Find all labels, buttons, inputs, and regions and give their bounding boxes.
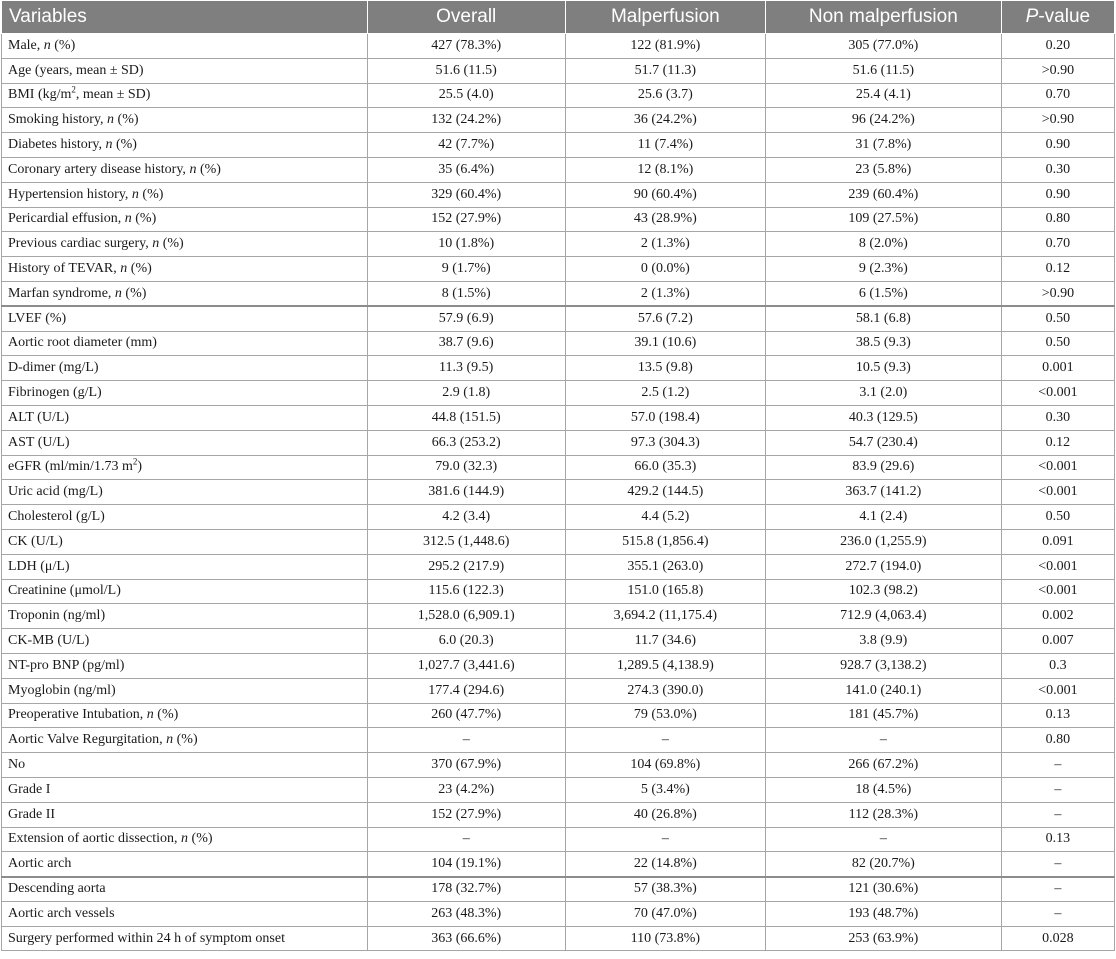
non-malperfusion-cell: – — [765, 728, 1001, 753]
table-row — [2, 381, 1115, 406]
table-row — [2, 529, 1115, 554]
non-malperfusion-cell: 25.4 (4.1) — [765, 83, 1001, 108]
variable-cell: ALT (U/L) — [2, 405, 368, 430]
malperfusion-cell: 2 (1.3%) — [565, 232, 765, 257]
malperfusion-cell: 274.3 (390.0) — [565, 678, 765, 703]
overall-cell: 381.6 (144.9) — [367, 480, 565, 505]
overall-cell: 115.6 (122.3) — [367, 579, 565, 604]
p-value-cell: 0.12 — [1001, 257, 1114, 282]
table-row — [2, 653, 1115, 678]
p-value-cell: 0.90 — [1001, 182, 1114, 207]
malperfusion-cell: 1,289.5 (4,138.9) — [565, 653, 765, 678]
variable-cell: BMI ($kg/m^2$, mean ± SD) — [2, 83, 368, 108]
variable-cell: eGFR (ml/min/1.73 $m^2$) — [2, 455, 368, 480]
variable-cell: Surgery performed within 24 h of symptom onset — [2, 926, 368, 951]
table-row — [2, 678, 1115, 703]
variable-cell: Pericardial effusion, n (%) — [2, 207, 368, 232]
non-malperfusion-cell: 272.7 (194.0) — [765, 554, 1001, 579]
overall-cell: 263 (48.3%) — [367, 901, 565, 926]
malperfusion-cell: 39.1 (10.6) — [565, 331, 765, 356]
variable-cell: LVEF (%) — [2, 306, 368, 331]
non-malperfusion-cell: 112 (28.3%) — [765, 802, 1001, 827]
malperfusion-cell: 57.0 (198.4) — [565, 405, 765, 430]
non-malperfusion-cell: 8 (2.0%) — [765, 232, 1001, 257]
table-row — [2, 182, 1115, 207]
p-value-cell: 0.13 — [1001, 703, 1114, 728]
non-malperfusion-cell: 239 (60.4%) — [765, 182, 1001, 207]
malperfusion-cell: 40 (26.8%) — [565, 802, 765, 827]
table-row — [2, 232, 1115, 257]
table-row — [2, 356, 1115, 381]
non-malperfusion-cell: 193 (48.7%) — [765, 901, 1001, 926]
p-value-cell: 0.50 — [1001, 505, 1114, 530]
table-row — [2, 405, 1115, 430]
non-malperfusion-cell: 31 (7.8%) — [765, 133, 1001, 158]
non-malperfusion-cell: 121 (30.6%) — [765, 877, 1001, 902]
table-row — [2, 455, 1115, 480]
overall-cell: 79.0 (32.3) — [367, 455, 565, 480]
p-value-cell: 0.80 — [1001, 207, 1114, 232]
header-malperfusion: Malperfusion — [565, 1, 765, 34]
table-row — [2, 133, 1115, 158]
variable-cell: Coronary artery disease history, n (%) — [2, 157, 368, 182]
overall-cell: 6.0 (20.3) — [367, 629, 565, 654]
non-malperfusion-cell: 51.6 (11.5) — [765, 58, 1001, 83]
variable-cell: Aortic root diameter (mm) — [2, 331, 368, 356]
variable-cell: Aortic Valve Regurgitation, n (%) — [2, 728, 368, 753]
non-malperfusion-cell: 928.7 (3,138.2) — [765, 653, 1001, 678]
malperfusion-cell: 4.4 (5.2) — [565, 505, 765, 530]
overall-cell: 57.9 (6.9) — [367, 306, 565, 331]
malperfusion-cell: 22 (14.8%) — [565, 852, 765, 877]
table-row — [2, 505, 1115, 530]
p-value-cell: 0.70 — [1001, 232, 1114, 257]
p-value-cell: 0.20 — [1001, 34, 1114, 59]
variable-cell: NT-pro BNP (pg/ml) — [2, 653, 368, 678]
variable-cell: Smoking history, n (%) — [2, 108, 368, 133]
malperfusion-cell: 66.0 (35.3) — [565, 455, 765, 480]
table-row — [2, 480, 1115, 505]
p-value-cell: 0.091 — [1001, 529, 1114, 554]
variable-cell: Extension of aortic dissection, n (%) — [2, 827, 368, 852]
variable-cell: CK (U/L) — [2, 529, 368, 554]
variable-cell: Previous cardiac surgery, n (%) — [2, 232, 368, 257]
overall-cell: 4.2 (3.4) — [367, 505, 565, 530]
malperfusion-cell: 57.6 (7.2) — [565, 306, 765, 331]
p-value-cell: <0.001 — [1001, 455, 1114, 480]
malperfusion-cell: 429.2 (144.5) — [565, 480, 765, 505]
p-value-cell: >0.90 — [1001, 108, 1114, 133]
p-value-cell: 0.90 — [1001, 133, 1114, 158]
table-row — [2, 430, 1115, 455]
overall-cell: 295.2 (217.9) — [367, 554, 565, 579]
variable-cell: Age (years, mean ± SD) — [2, 58, 368, 83]
overall-cell: 66.3 (253.2) — [367, 430, 565, 455]
variable-cell: Preoperative Intubation, n (%) — [2, 703, 368, 728]
malperfusion-cell: 104 (69.8%) — [565, 753, 765, 778]
table-row — [2, 34, 1115, 59]
table-row — [2, 703, 1115, 728]
non-malperfusion-cell: 712.9 (4,063.4) — [765, 604, 1001, 629]
table-row — [2, 802, 1115, 827]
non-malperfusion-cell: 6 (1.5%) — [765, 281, 1001, 306]
malperfusion-cell: 25.6 (3.7) — [565, 83, 765, 108]
p-value-cell: <0.001 — [1001, 480, 1114, 505]
non-malperfusion-cell: 305 (77.0%) — [765, 34, 1001, 59]
overall-cell: 23 (4.2%) — [367, 777, 565, 802]
table-body — [2, 34, 1115, 951]
malperfusion-cell: 11 (7.4%) — [565, 133, 765, 158]
overall-cell: 370 (67.9%) — [367, 753, 565, 778]
non-malperfusion-cell: 141.0 (240.1) — [765, 678, 1001, 703]
p-value-cell: 0.028 — [1001, 926, 1114, 951]
overall-cell: 8 (1.5%) — [367, 281, 565, 306]
p-value-cell: – — [1001, 753, 1114, 778]
overall-cell: 10 (1.8%) — [367, 232, 565, 257]
table-row — [2, 579, 1115, 604]
p-value-cell: – — [1001, 901, 1114, 926]
variable-cell: Cholesterol (g/L) — [2, 505, 368, 530]
overall-cell: 9 (1.7%) — [367, 257, 565, 282]
table-row — [2, 83, 1115, 108]
non-malperfusion-cell: 23 (5.8%) — [765, 157, 1001, 182]
malperfusion-cell: – — [565, 728, 765, 753]
header-row — [2, 1, 1115, 34]
malperfusion-cell: 11.7 (34.6) — [565, 629, 765, 654]
variable-cell: Uric acid (mg/L) — [2, 480, 368, 505]
malperfusion-cell: 2 (1.3%) — [565, 281, 765, 306]
variable-cell: No — [2, 753, 368, 778]
non-malperfusion-cell: 253 (63.9%) — [765, 926, 1001, 951]
variable-cell: Troponin (ng/ml) — [2, 604, 368, 629]
variable-cell: History of TEVAR, n (%) — [2, 257, 368, 282]
table-row — [2, 629, 1115, 654]
p-value-cell: 0.001 — [1001, 356, 1114, 381]
p-value-cell: 0.3 — [1001, 653, 1114, 678]
overall-cell: 152 (27.9%) — [367, 207, 565, 232]
non-malperfusion-cell: 102.3 (98.2) — [765, 579, 1001, 604]
malperfusion-cell: 90 (60.4%) — [565, 182, 765, 207]
overall-cell: 51.6 (11.5) — [367, 58, 565, 83]
non-malperfusion-cell: 236.0 (1,255.9) — [765, 529, 1001, 554]
table-row — [2, 728, 1115, 753]
non-malperfusion-cell: 9 (2.3%) — [765, 257, 1001, 282]
overall-cell: 260 (47.7%) — [367, 703, 565, 728]
overall-cell: 132 (24.2%) — [367, 108, 565, 133]
table-row — [2, 877, 1115, 902]
non-malperfusion-cell: 40.3 (129.5) — [765, 405, 1001, 430]
non-malperfusion-cell: 363.7 (141.2) — [765, 480, 1001, 505]
overall-cell: 44.8 (151.5) — [367, 405, 565, 430]
p-value-cell: 0.007 — [1001, 629, 1114, 654]
p-value-cell: >0.90 — [1001, 281, 1114, 306]
non-malperfusion-cell: 82 (20.7%) — [765, 852, 1001, 877]
table-row — [2, 207, 1115, 232]
overall-cell: 329 (60.4%) — [367, 182, 565, 207]
table-row — [2, 926, 1115, 951]
variable-cell: Aortic arch vessels — [2, 901, 368, 926]
table-row — [2, 827, 1115, 852]
table-row — [2, 331, 1115, 356]
p-value-cell: – — [1001, 802, 1114, 827]
malperfusion-cell: 43 (28.9%) — [565, 207, 765, 232]
non-malperfusion-cell: 38.5 (9.3) — [765, 331, 1001, 356]
p-value-cell: 0.30 — [1001, 157, 1114, 182]
p-value-cell: <0.001 — [1001, 678, 1114, 703]
non-malperfusion-cell: 96 (24.2%) — [765, 108, 1001, 133]
variable-cell: Grade II — [2, 802, 368, 827]
table-row — [2, 901, 1115, 926]
overall-cell: 2.9 (1.8) — [367, 381, 565, 406]
p-value-cell: 0.70 — [1001, 83, 1114, 108]
malperfusion-cell: 2.5 (1.2) — [565, 381, 765, 406]
variable-cell: Myoglobin (ng/ml) — [2, 678, 368, 703]
table-row — [2, 777, 1115, 802]
table-row — [2, 58, 1115, 83]
data-table — [1, 0, 1115, 951]
variable-cell: LDH (μ/L) — [2, 554, 368, 579]
variable-cell: Descending aorta — [2, 877, 368, 902]
variable-cell: Aortic arch — [2, 852, 368, 877]
header-p-value: P-value — [1001, 1, 1114, 34]
table-row — [2, 604, 1115, 629]
table-row — [2, 257, 1115, 282]
table-row — [2, 753, 1115, 778]
non-malperfusion-cell: 18 (4.5%) — [765, 777, 1001, 802]
malperfusion-cell: 0 (0.0%) — [565, 257, 765, 282]
variable-cell: D-dimer (mg/L) — [2, 356, 368, 381]
overall-cell: – — [367, 827, 565, 852]
p-value-cell: – — [1001, 777, 1114, 802]
p-value-cell: 0.12 — [1001, 430, 1114, 455]
non-malperfusion-cell: 54.7 (230.4) — [765, 430, 1001, 455]
malperfusion-cell: 79 (53.0%) — [565, 703, 765, 728]
non-malperfusion-cell: 83.9 (29.6) — [765, 455, 1001, 480]
variable-cell: Creatinine (μmol/L) — [2, 579, 368, 604]
malperfusion-cell: 51.7 (11.3) — [565, 58, 765, 83]
malperfusion-cell: 5 (3.4%) — [565, 777, 765, 802]
malperfusion-cell: 57 (38.3%) — [565, 877, 765, 902]
variable-cell: AST (U/L) — [2, 430, 368, 455]
non-malperfusion-cell: 4.1 (2.4) — [765, 505, 1001, 530]
p-value-cell: <0.001 — [1001, 554, 1114, 579]
non-malperfusion-cell: – — [765, 827, 1001, 852]
header-overall: Overall — [367, 1, 565, 34]
overall-cell: 38.7 (9.6) — [367, 331, 565, 356]
overall-cell: – — [367, 728, 565, 753]
malperfusion-cell: 70 (47.0%) — [565, 901, 765, 926]
malperfusion-cell: 122 (81.9%) — [565, 34, 765, 59]
overall-cell: 104 (19.1%) — [367, 852, 565, 877]
non-malperfusion-cell: 266 (67.2%) — [765, 753, 1001, 778]
malperfusion-cell: 97.3 (304.3) — [565, 430, 765, 455]
overall-cell: 42 (7.7%) — [367, 133, 565, 158]
p-value-cell: >0.90 — [1001, 58, 1114, 83]
variable-cell: Grade I — [2, 777, 368, 802]
malperfusion-cell: 3,694.2 (11,175.4) — [565, 604, 765, 629]
overall-cell: 178 (32.7%) — [367, 877, 565, 902]
malperfusion-cell: 110 (73.8%) — [565, 926, 765, 951]
malperfusion-cell: – — [565, 827, 765, 852]
overall-cell: 363 (66.6%) — [367, 926, 565, 951]
non-malperfusion-cell: 58.1 (6.8) — [765, 306, 1001, 331]
p-value-cell: – — [1001, 877, 1114, 902]
overall-cell: 427 (78.3%) — [367, 34, 565, 59]
malperfusion-cell: 12 (8.1%) — [565, 157, 765, 182]
overall-cell: 25.5 (4.0) — [367, 83, 565, 108]
p-value-cell: <0.001 — [1001, 579, 1114, 604]
malperfusion-cell: 151.0 (165.8) — [565, 579, 765, 604]
non-malperfusion-cell: 3.8 (9.9) — [765, 629, 1001, 654]
header-variables: Variables — [2, 1, 368, 34]
p-value-cell: 0.30 — [1001, 405, 1114, 430]
p-value-cell: – — [1001, 852, 1114, 877]
overall-cell: 312.5 (1,448.6) — [367, 529, 565, 554]
table-row — [2, 554, 1115, 579]
non-malperfusion-cell: 109 (27.5%) — [765, 207, 1001, 232]
p-value-cell: 0.50 — [1001, 306, 1114, 331]
table-row — [2, 108, 1115, 133]
variable-cell: Fibrinogen (g/L) — [2, 381, 368, 406]
table-row — [2, 281, 1115, 306]
p-value-cell: 0.002 — [1001, 604, 1114, 629]
non-malperfusion-cell: 181 (45.7%) — [765, 703, 1001, 728]
malperfusion-cell: 36 (24.2%) — [565, 108, 765, 133]
variable-cell: Marfan syndrome, n (%) — [2, 281, 368, 306]
header-non-malperfusion: Non malperfusion — [765, 1, 1001, 34]
variable-cell: CK-MB (U/L) — [2, 629, 368, 654]
variable-cell: Hypertension history, n (%) — [2, 182, 368, 207]
non-malperfusion-cell: 3.1 (2.0) — [765, 381, 1001, 406]
overall-cell: 177.4 (294.6) — [367, 678, 565, 703]
malperfusion-cell: 13.5 (9.8) — [565, 356, 765, 381]
p-value-cell: 0.80 — [1001, 728, 1114, 753]
overall-cell: 35 (6.4%) — [367, 157, 565, 182]
table-row — [2, 157, 1115, 182]
table-row — [2, 852, 1115, 877]
p-value-cell: 0.50 — [1001, 331, 1114, 356]
non-malperfusion-cell: 10.5 (9.3) — [765, 356, 1001, 381]
overall-cell: 1,528.0 (6,909.1) — [367, 604, 565, 629]
variable-cell: Diabetes history, n (%) — [2, 133, 368, 158]
p-value-cell: 0.13 — [1001, 827, 1114, 852]
overall-cell: 152 (27.9%) — [367, 802, 565, 827]
overall-cell: 1,027.7 (3,441.6) — [367, 653, 565, 678]
malperfusion-cell: 515.8 (1,856.4) — [565, 529, 765, 554]
overall-cell: 11.3 (9.5) — [367, 356, 565, 381]
p-value-cell: <0.001 — [1001, 381, 1114, 406]
table-row — [2, 306, 1115, 331]
malperfusion-cell: 355.1 (263.0) — [565, 554, 765, 579]
variable-cell: Male, n (%) — [2, 34, 368, 59]
